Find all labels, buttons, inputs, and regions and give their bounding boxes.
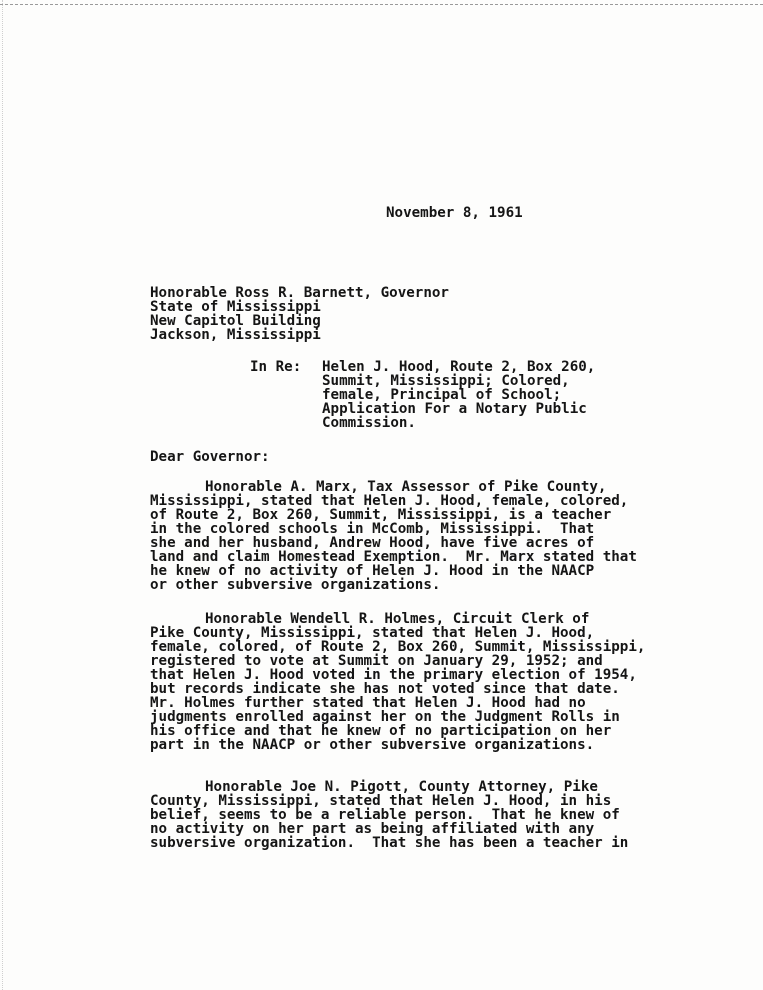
page-top-edge xyxy=(0,4,763,5)
paragraph-2-line: part in the NAACP or other subversive organizations. xyxy=(150,737,595,753)
paragraph-2-line: Mr. Holmes further stated that Helen J. Hood had no xyxy=(150,695,586,711)
paragraph-2-line: but records indicate she has not voted since that date. xyxy=(150,681,620,697)
page-left-edge xyxy=(2,0,3,990)
paragraph-1-line: she and her husband, Andrew Hood, have five acres of xyxy=(150,535,595,551)
paragraph-1-line: land and claim Homestead Exemption. Mr. Marx stated that xyxy=(150,549,637,565)
paragraph-2-line: judgments enrolled against her on the Judgment Rolls in xyxy=(150,709,620,725)
paragraph-3-line: belief, seems to be a reliable person. That he knew of xyxy=(150,807,620,823)
paragraph-2-line: Honorable Wendell R. Holmes, Circuit Clerk of xyxy=(205,611,590,627)
re-line: Helen J. Hood, Route 2, Box 260, xyxy=(322,359,596,375)
paragraph-1-line: in the colored schools in McComb, Mississippi. That xyxy=(150,521,595,537)
address-line: New Capitol Building xyxy=(150,313,321,329)
paragraph-2-line: his office and that he knew of no participation on her xyxy=(150,723,612,739)
re-label: In Re: xyxy=(250,359,302,375)
address-line: State of Mississippi xyxy=(150,299,321,315)
paragraph-3-line: subversive organization. That she has been a teacher in xyxy=(150,835,629,851)
re-line: Application For a Notary Public xyxy=(322,401,587,417)
address-line: Honorable Ross R. Barnett, Governor xyxy=(150,285,449,301)
paragraph-1-line: of Route 2, Box 260, Summit, Mississippi, is a teacher xyxy=(150,507,612,523)
re-line: Commission. xyxy=(322,415,416,431)
address-line: Jackson, Mississippi xyxy=(150,327,321,343)
paragraph-2-line: Pike County, Mississippi, stated that Helen J. Hood, xyxy=(150,625,595,641)
paragraph-3-line: no activity on her part as being affiliated with any xyxy=(150,821,595,837)
paragraph-3-line: County, Mississippi, stated that Helen J. Hood, in his xyxy=(150,793,612,809)
paragraph-1-line: Honorable A. Marx, Tax Assessor of Pike County, xyxy=(205,479,607,495)
paragraph-3-line: Honorable Joe N. Pigott, County Attorney, Pike xyxy=(205,779,598,795)
paragraph-2-line: registered to vote at Summit on January 29, 1952; and xyxy=(150,653,603,669)
re-line: Summit, Mississippi; Colored, xyxy=(322,373,570,389)
paragraph-1-line: or other subversive organizations. xyxy=(150,577,441,593)
paragraph-1-line: Mississippi, stated that Helen J. Hood, female, colored, xyxy=(150,493,629,509)
paragraph-2-line: that Helen J. Hood voted in the primary election of 1954, xyxy=(150,667,637,683)
paragraph-1-line: he knew of no activity of Helen J. Hood in the NAACP xyxy=(150,563,595,579)
re-line: female, Principal of School; xyxy=(322,387,562,403)
paragraph-2-line: female, colored, of Route 2, Box 260, Summit, Mississippi, xyxy=(150,639,646,655)
salutation: Dear Governor: xyxy=(150,449,270,465)
letter-date: November 8, 1961 xyxy=(386,205,523,221)
